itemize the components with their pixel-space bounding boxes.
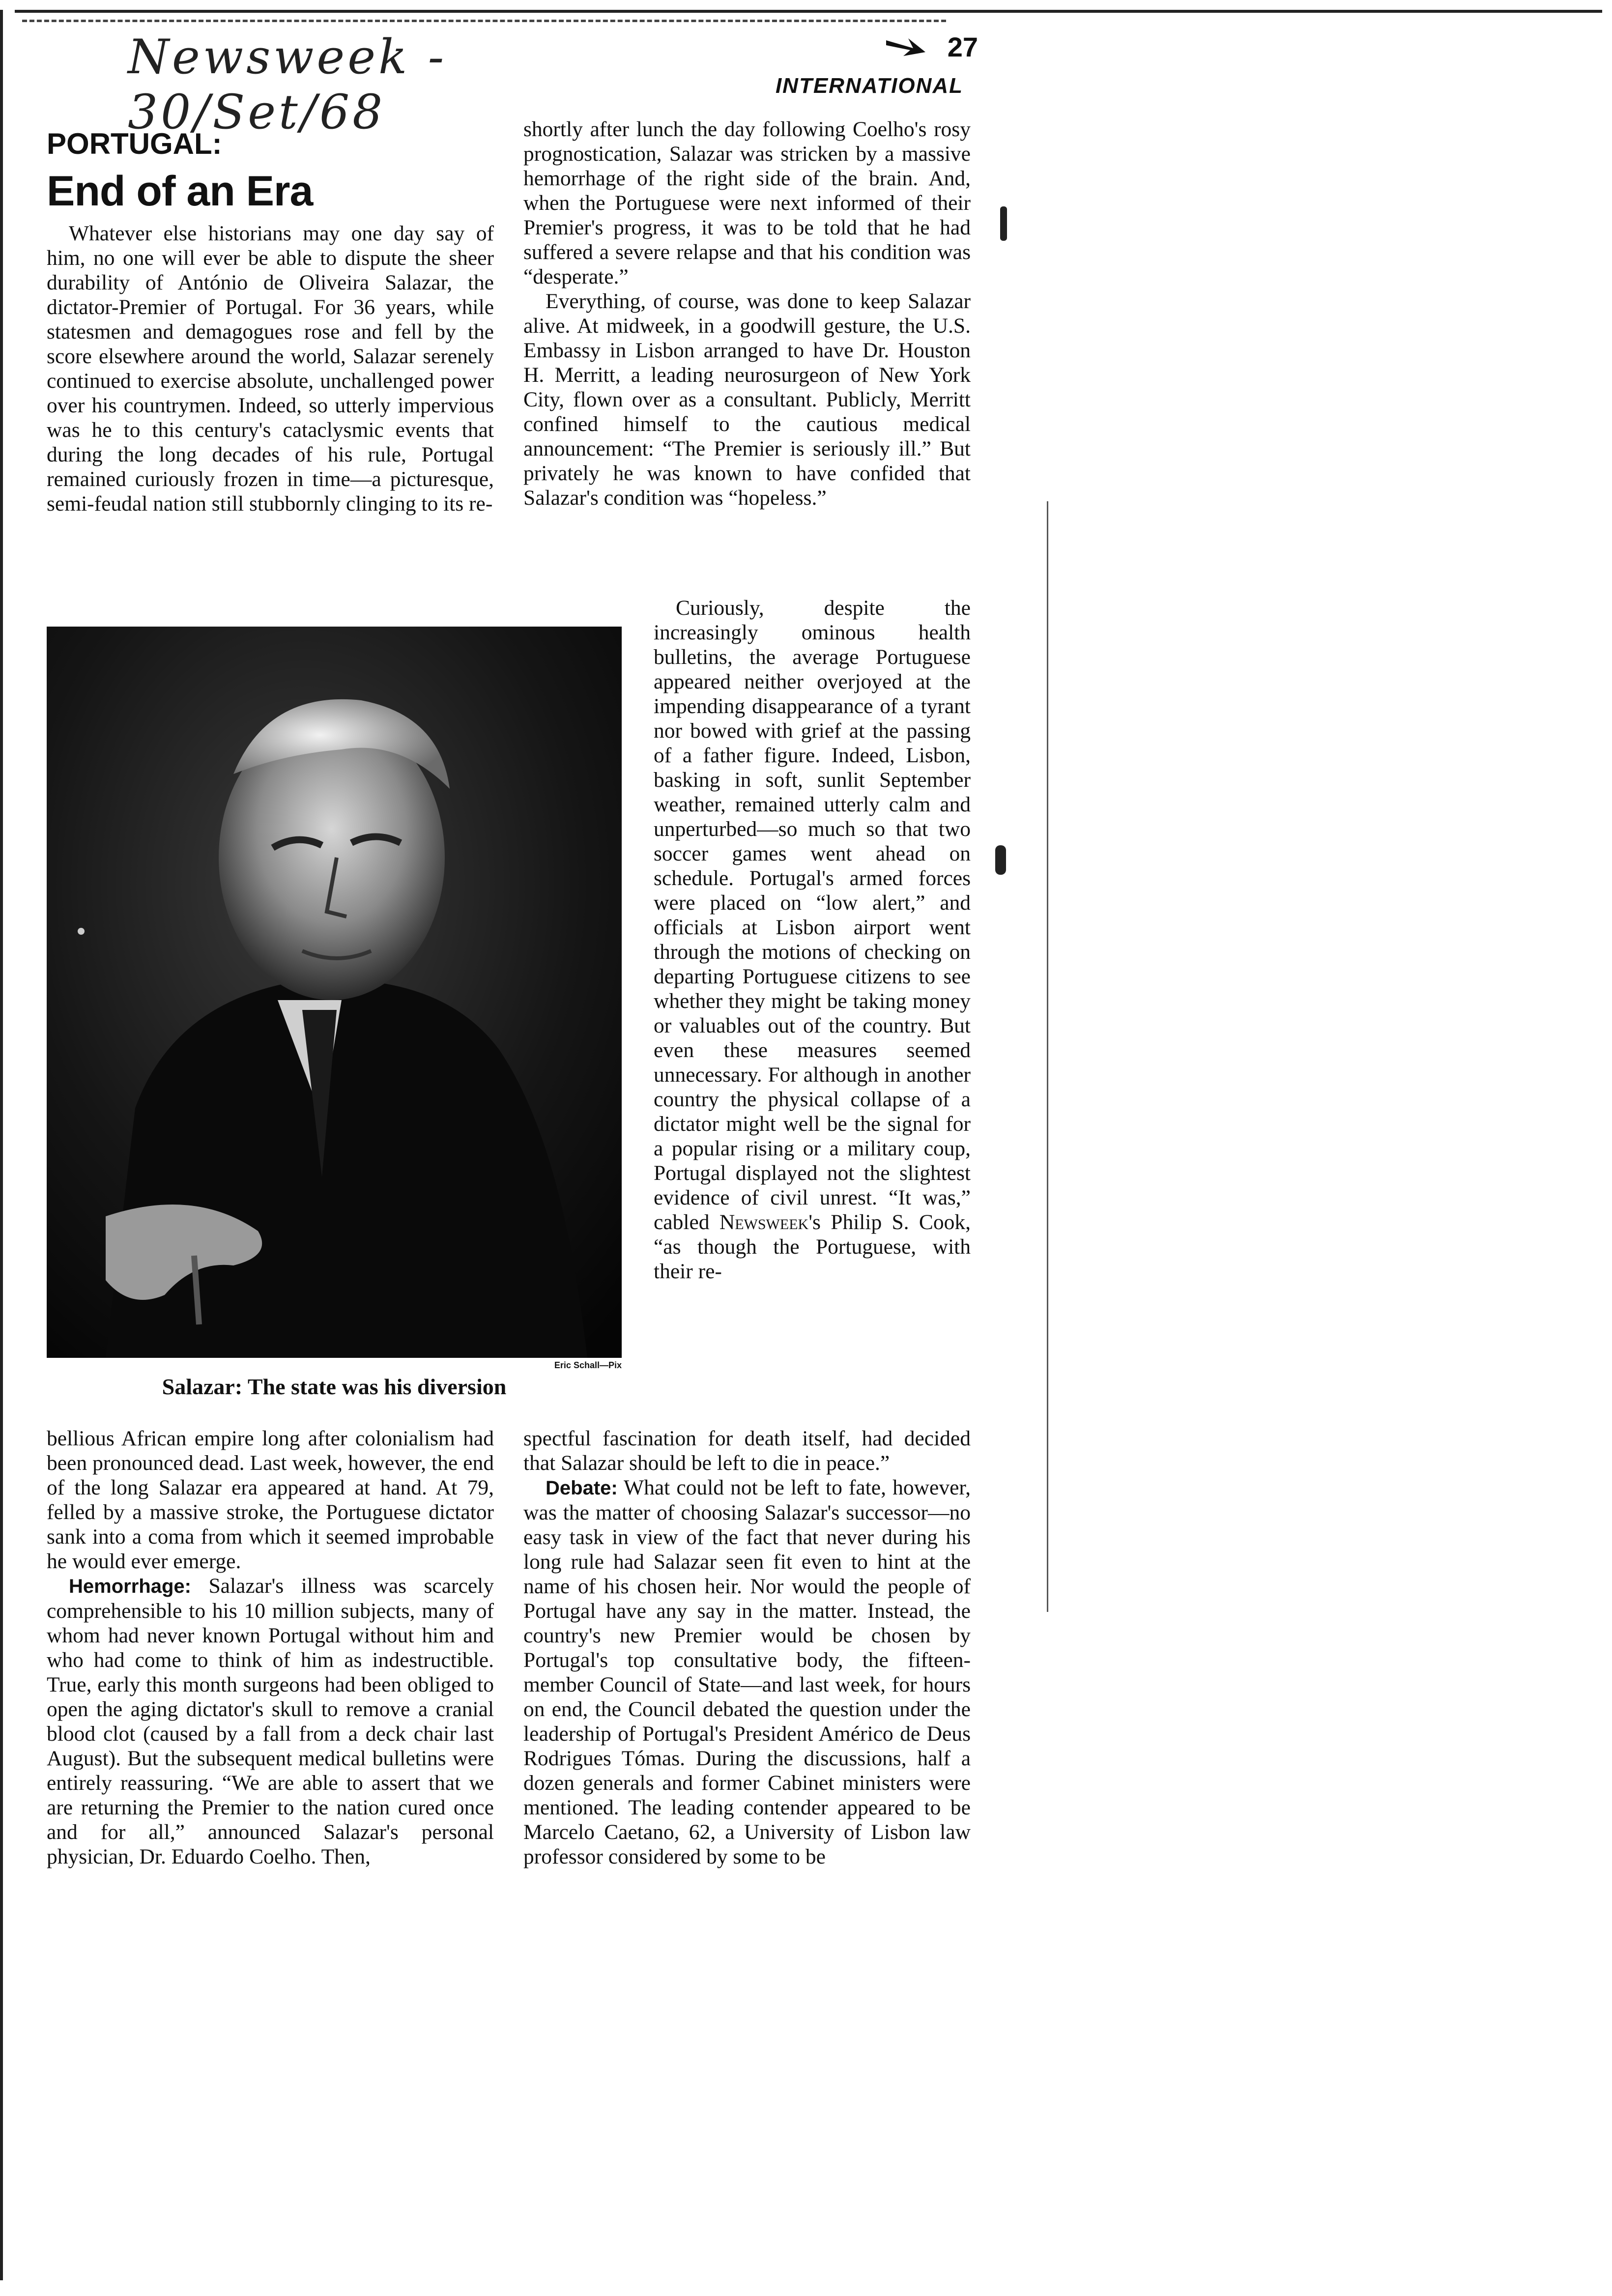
newsweek-name: Newsweek <box>719 1210 809 1234</box>
column-1-top <box>47 221 494 516</box>
paragraph-empire: bellious African empire long after colonialism had been pronounced dead. Last week, however, the end of the long Salazar era appeared at hand. At 79, felled by a massive stroke, the Portuguese dictator sank into a coma from which it seemed improbable he would ever emerge. <box>47 1427 494 1573</box>
paragraph-stroke: shortly after lunch the day following Coelho's rosy prognostication, Salazar was stricken by a massive hemorrhage of the right side of the brain. And, when the Portuguese were next informed of their Premier's progress, it was to be told that he had suffered a severe relapse and that his condition was “desperate.” <box>523 117 971 288</box>
paragraph-death: spectful fascination for death itself, had decided that Salazar should be left to die in peace.” <box>523 1427 971 1475</box>
page-left-border <box>0 10 3 2280</box>
column-2-bottom <box>523 1426 971 1869</box>
subhead-hemorrhage: Hemorrhage: <box>69 1576 191 1597</box>
article-kicker: PORTUGAL: <box>47 127 222 160</box>
article-headline: End of an Era <box>47 168 313 215</box>
column-1-bottom <box>47 1426 494 1869</box>
paragraph-hemorrhage <box>47 1574 494 1869</box>
column-2-narrow <box>654 596 971 1284</box>
top-dashed-rule <box>22 20 946 25</box>
margin-line <box>1047 501 1048 1612</box>
page-number-group <box>884 25 978 69</box>
photo-caption: Salazar: The state was his diversion <box>162 1374 507 1399</box>
paragraph-intro: Whatever else historians may one day say of him, no one will ever be able to dispute the sheer durability of António de Oliveira Salazar, the dictator-Premier of Portugal. For 36 years, while statesmen and demagogues rose and fell by the score elsewhere around the world, Salazar serenely continued to exercise absolute, unchallenged power over his countrymen. Indeed, so utterly impervious was he to this century's cataclysmic events that during the long decades of his rule, Portugal remained curiously frozen in time—a picturesque, semi-feudal nation still stubbornly clinging to its re- <box>47 222 494 516</box>
pointing-arrow-icon <box>884 34 928 59</box>
photo-credit: Eric Schall—Pix <box>554 1360 622 1370</box>
paragraph-debate-text: What could not be left to fate, however, was the matter of choosing Salazar's successor—no easy task in view of the fact that never during his long rule had Salazar seen fit even to hint at the name of his chosen heir. Nor would the people of Portugal have any say in the matter. Instead, the country's new Premier would be chosen by Portugal's top consultative body, the fifteen-member Council of State—and last week, for hours on end, the Council debated the question under the leadership of Portugal's President Américo de Deus Rodrigues Tómas. During the discussions, half a dozen generals and former Cabinet ministers were mentioned. The leading contender appeared to be Marcelo Caetano, 62, a University of Lisbon law professor considered by some to be <box>523 1476 971 1868</box>
paragraph-hemorrhage-text: Salazar's illness was scarcely comprehensible to his 10 million subjects, many of whom had never known Portugal without him and who had come to think of him as indestructible. True, early this month surgeons had been obliged to open the aging dictator's skull to remove a cranial blood clot (caused by a fall from a deck chair last August). But the subsequent medical bulletins were entirely reassuring. “We are able to assert that we are returning the Premier to the nation cured once and for all,” announced Salazar's personal physician, Dr. Eduardo Coelho. Then, <box>47 1574 494 1868</box>
paragraph-calm-text: Curiously, despite the increasingly ominous health bulletins, the average Portuguese appeared neither overjoyed at the impending disappearance of a tyrant nor bowed with grief at the passing of a father figure. Indeed, Lisbon, basking in soft, sunlit September weather, remained utterly calm and unperturbed—so much so that two soccer games went ahead on schedule. Portugal's armed forces were placed on “low alert,” and officials at Lisbon airport went through the motions of checking on departing Portuguese citizens to see whether they might be taking money or valuables out of the country. But even these measures seemed unnecessary. For although in another country the physical collapse of a dictator might well be the signal for a popular rising or a military coup, Portugal displayed not the slightest evidence of civil unrest. “It was,” cabled <box>654 596 971 1234</box>
section-label: INTERNATIONAL <box>775 74 963 98</box>
margin-mark-1 <box>1000 206 1007 241</box>
page-number: 27 <box>947 31 978 62</box>
portrait-image <box>47 627 622 1358</box>
handwritten-note: Newsweek - 30/Set/68 <box>128 29 447 140</box>
page-top-border <box>15 10 1602 13</box>
paragraph-calm <box>654 596 971 1284</box>
salazar-photo <box>47 627 622 1358</box>
paragraph-calm-end: 's Philip S. Cook, “as though the Portuguese, with their re- <box>654 1210 971 1283</box>
column-2-top <box>523 117 971 510</box>
margin-mark-2 <box>995 845 1006 875</box>
subhead-debate: Debate: <box>546 1477 618 1499</box>
paragraph-merritt: Everything, of course, was done to keep Salazar alive. At midweek, in a goodwill gesture, the U.S. Embassy in Lisbon arranged to have Dr. Houston H. Merritt, a leading neurosurgeon of New York City, flown over as a consultant. Publicly, Merritt confined himself to the cautious medical announcement: “The Premier is seriously ill.” But privately he was known to have confided that Salazar's condition was “hopeless.” <box>523 289 971 510</box>
paragraph-debate <box>523 1475 971 1869</box>
